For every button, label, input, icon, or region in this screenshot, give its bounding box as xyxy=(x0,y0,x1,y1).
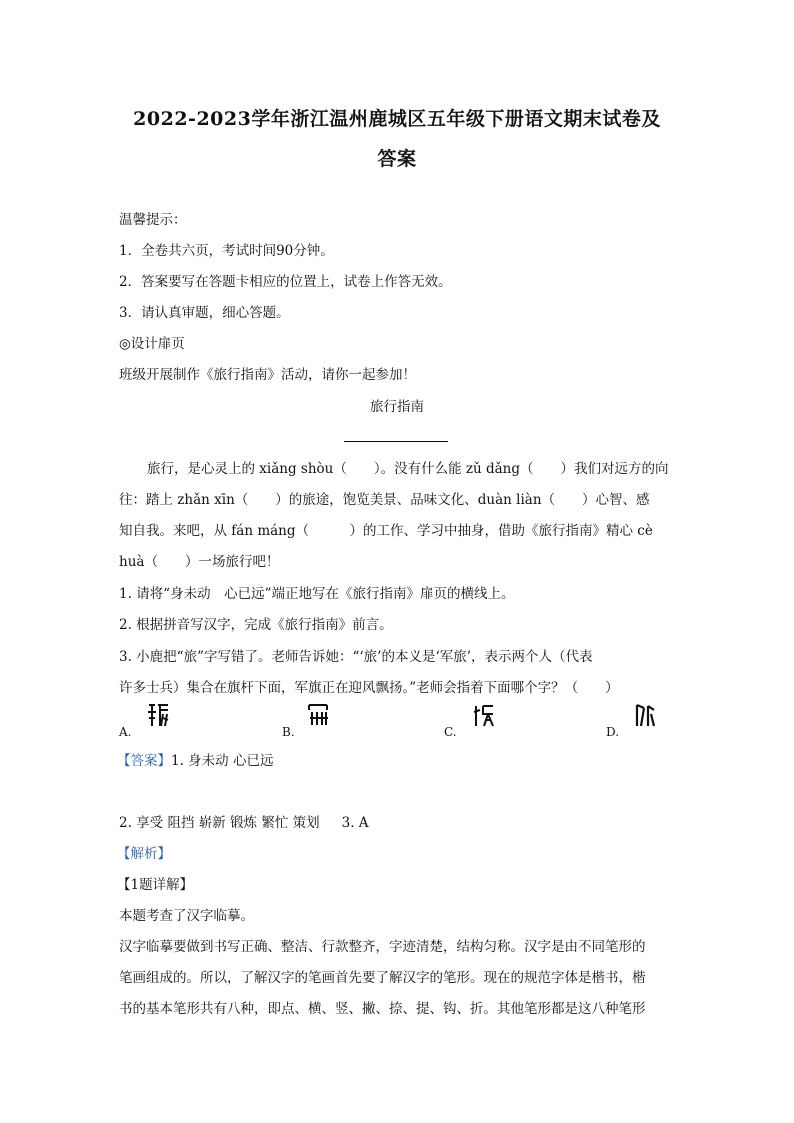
passage-line: 知自我。来吧，从 fán máng（ ）的工作、学习中抽身，借助《旅行指南》精心 cè xyxy=(119,523,653,539)
question-line: 3. 小鹿把“旅”字写错了。老师告诉她：“‘旅’的本义是‘军旅’，表示两个人（代表 xyxy=(119,649,593,665)
option-d-label: D. xyxy=(606,725,620,739)
question-line: 1. 请将“身未动 心已远”端正地写在《旅行指南》扉页的横线上。 xyxy=(119,586,515,602)
tips-heading: 温馨提示： xyxy=(119,212,187,228)
analysis-line: 笔画组成的。所以，了解汉字的笔画首先要了解汉字的笔形。现在的规范字体是楷书，楷 xyxy=(119,970,646,986)
answer-2: 2. 享受 阻挡 崭新 锻炼 繁忙 策划 xyxy=(119,815,320,831)
answer-line xyxy=(117,749,273,769)
analysis-tag: 【解析】 xyxy=(117,846,171,862)
analysis-line: 汉字临摹要做到书写正确、整洁、行款整齐，字迹清楚，结构匀称。汉字是由不同笔形的 xyxy=(119,939,646,955)
analysis-sub: 【1题详解】 xyxy=(117,877,194,893)
section-title: ◎设计扉页 xyxy=(119,336,185,352)
answer-3: 3. A xyxy=(341,815,369,831)
analysis-line: 书的基本笔形共有八种，即点、横、竖、撇、捺、提、钩、折。其他笔形都是这八种笔形 xyxy=(119,1001,646,1017)
seal-glyph-b-image xyxy=(306,702,330,728)
guide-center-title: 旅行指南 xyxy=(370,399,424,415)
analysis-line: 本题考查了汉字临摹。 xyxy=(119,908,254,924)
answer-line-2 xyxy=(119,811,369,831)
option-a-label: A. xyxy=(119,725,132,739)
seal-glyph-a-image xyxy=(146,702,170,728)
section-intro: 班级开展制作《旅行指南》活动，请你一起参加！ xyxy=(119,367,416,383)
document-title-line1: 2022-2023学年浙江温州鹿城区五年级下册语文期末试卷及 xyxy=(133,108,661,130)
answer-1: 1. 身未动 心已远 xyxy=(171,753,274,769)
tip-item: 1．全卷共六页，考试时间90分钟。 xyxy=(119,243,334,259)
tip-item: 2．答案要写在答题卡相应的位置上，试卷上作答无效。 xyxy=(119,274,452,290)
document-title-line2: 答案 xyxy=(377,148,417,170)
writing-blank-line xyxy=(344,441,448,442)
seal-glyph-d-image xyxy=(632,702,656,728)
answer-tag: 【答案】 xyxy=(117,753,171,769)
passage-line: huà（ ）一场旅行吧！ xyxy=(119,554,280,570)
question-line: 许多士兵）集合在旗杆下面，军旗正在迎风飘扬。”老师会指着下面哪个字？（ ） xyxy=(119,680,619,696)
seal-glyph-c-image xyxy=(472,702,496,728)
passage-line: 往：踏上 zhǎn xīn（ ）的旅途，饱览美景、品味文化、duàn liàn（ ）心智、感 xyxy=(119,492,650,508)
question-line: 2. 根据拼音写汉字，完成《旅行指南》前言。 xyxy=(119,617,393,633)
passage-line: 旅行，是心灵上的 xiǎng shòu（ ）。没有什么能 zǔ dǎng（ ）我们对远方的向 xyxy=(147,461,669,477)
tip-item: 3．请认真审题，细心答题。 xyxy=(119,305,290,321)
option-b-label: B. xyxy=(282,725,295,739)
option-c-label: C. xyxy=(444,725,457,739)
